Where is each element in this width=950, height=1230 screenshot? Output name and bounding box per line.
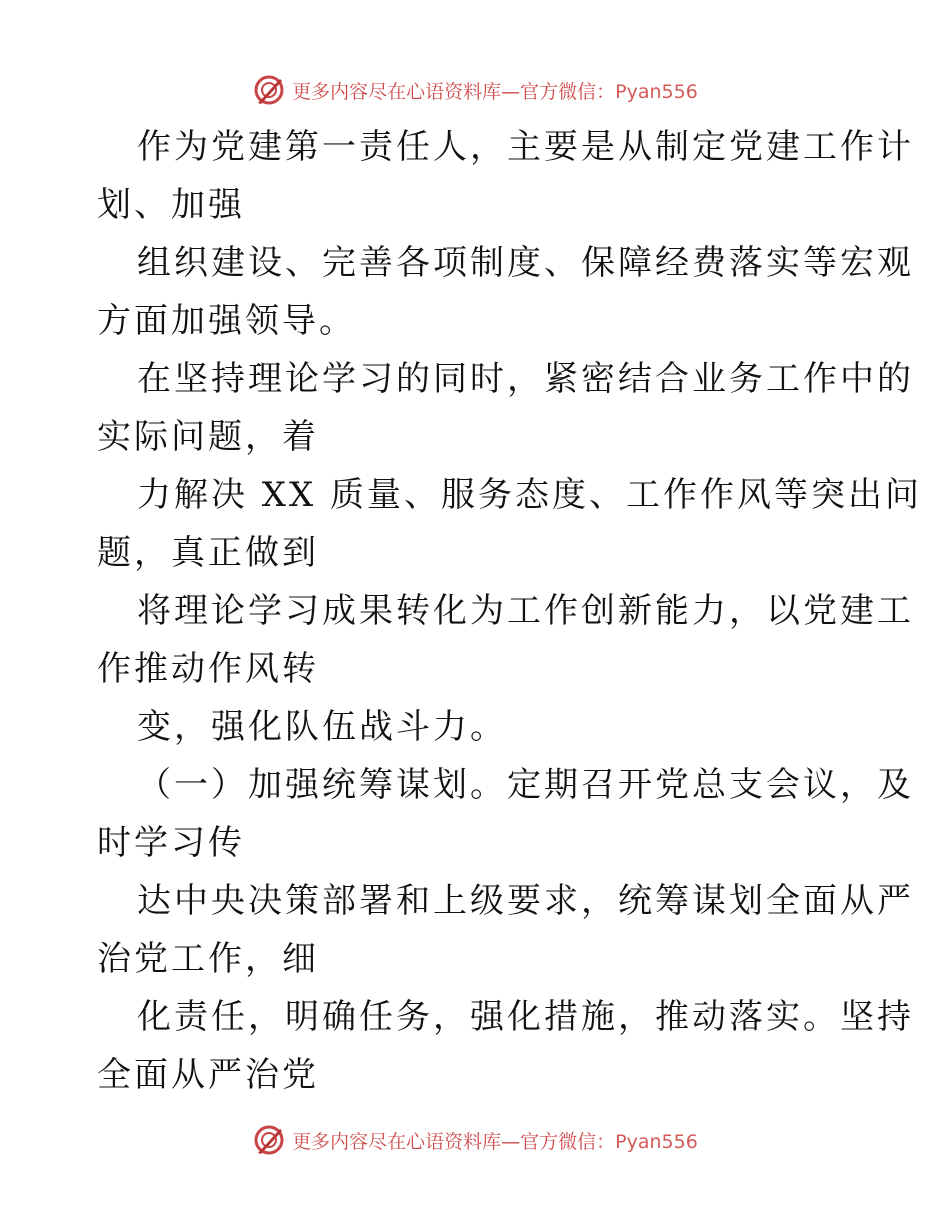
banner-label: 更多内容尽在心语资料库—官方微信： — [292, 80, 616, 103]
paragraph-3 — [97, 350, 914, 466]
paragraph-line: 作为党建第一责任人，主要是从制定党建工作计 — [137, 127, 914, 167]
paragraph-line: 组织建设、完善各项制度、保障经费落实等宏观 — [137, 243, 914, 283]
banner-label: 更多内容尽在心语资料库—官方微信： — [292, 1130, 616, 1153]
paragraph-line: 实际问题，着 — [97, 417, 319, 457]
paragraph-2 — [97, 234, 914, 350]
document-body — [97, 118, 923, 1104]
paragraph-line: 变，强化队伍战斗力。 — [137, 707, 507, 747]
paragraph-line: 达中央决策部署和上级要求，统筹谋划全面从严 — [137, 881, 914, 921]
banner-text — [292, 77, 698, 104]
wechat-id: Pyan556 — [615, 1130, 698, 1153]
quill-seal-icon — [252, 73, 286, 107]
paragraph-5 — [97, 582, 914, 698]
footer-banner — [0, 1120, 950, 1160]
banner-text — [292, 1127, 698, 1154]
paragraph-line: 将理论学习成果转化为工作创新能力，以党建工 — [137, 591, 914, 631]
paragraph-line: 题，真正做到 — [97, 533, 319, 573]
paragraph-line: 治党工作，细 — [97, 939, 319, 979]
paragraph-4 — [97, 466, 923, 582]
paragraph-8 — [97, 872, 914, 988]
header-banner — [0, 70, 950, 110]
quill-seal-icon — [252, 1123, 286, 1157]
paragraph-line: 在坚持理论学习的同时，紧密结合业务工作中的 — [137, 359, 914, 399]
paragraph-line: 全面从严治党 — [97, 1055, 319, 1095]
paragraph-line: （一）加强统筹谋划。定期召开党总支会议，及 — [137, 765, 914, 805]
paragraph-line: 方面加强领导。 — [97, 301, 356, 341]
paragraph-line: 作推动作风转 — [97, 649, 319, 689]
paragraph-line: 时学习传 — [97, 823, 245, 863]
paragraph-1 — [97, 118, 914, 234]
paragraph-7 — [97, 756, 914, 872]
paragraph-line: 划、加强 — [97, 185, 245, 225]
paragraph-6 — [97, 698, 857, 756]
paragraph-9 — [97, 988, 914, 1104]
paragraph-line: 化责任，明确任务，强化措施，推动落实。坚持 — [137, 997, 914, 1037]
wechat-id: Pyan556 — [615, 80, 698, 103]
paragraph-line: 力解决 XX 质量、服务态度、工作作风等突出问 — [137, 475, 923, 515]
